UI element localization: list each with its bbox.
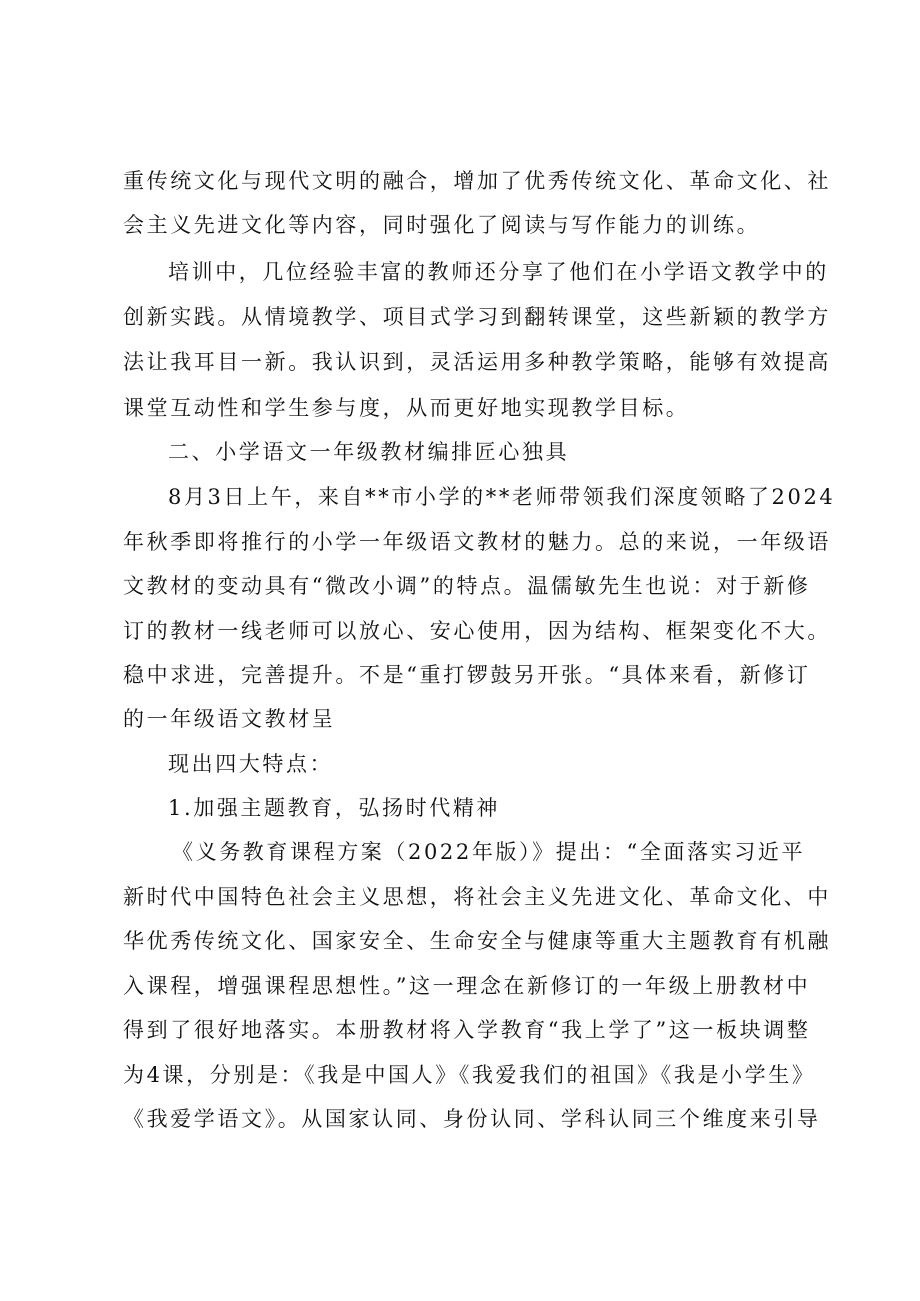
text-line-3: 培训中，几位经验丰富的教师还分享了他们在小学语文教学中的: [168, 260, 829, 284]
text-line-18: 华优秀传统文化、国家安全、生命安全与健康等重大主题教育有机融: [123, 929, 831, 953]
text-line-6: 课堂互动性和学生参与度，从而更好地实现教学目标。: [123, 396, 690, 420]
section-heading: 二、小学语文一年级教材编排匠心独具: [168, 440, 570, 464]
text-line-21: 为4课，分别是：《我是中国人》《我爱我们的祖国》《我是小学生》: [123, 1063, 816, 1087]
text-line-2: 会主义先进文化等内容，同时强化了阅读与写作能力的训练。: [123, 213, 761, 237]
text-line-14: 现出四大特点：: [168, 752, 334, 776]
text-line-20: 得到了很好地落实。本册教材将入学教育“我上学了”这一板块调整: [123, 1018, 811, 1042]
text-line-8: 8月3日上午，来自**市小学的**老师带领我们深度领略了2024: [168, 485, 836, 509]
text-line-16: 《义务教育课程方案（2022年版）》提出：“全面落实习近平: [172, 840, 806, 864]
text-line-12: 稳中求进，完善提升。不是“重打锣鼓另开张。“具体来看，新修订: [123, 663, 811, 687]
text-line-11: 订的教材一线老师可以放心、安心使用，因为结构、框架变化不大。: [123, 619, 831, 643]
text-line-5: 法让我耳目一新。我认识到，灵活运用多种教学策略，能够有效提高: [123, 350, 831, 374]
text-line-10: 文教材的变动具有“微改小调”的特点。温儒敏先生也说：对于新修: [123, 574, 811, 598]
text-line-4: 创新实践。从情境教学、项目式学习到翻转课堂，这些新颖的教学方: [123, 305, 831, 329]
text-line-22: 《我爱学语文》。从国家认同、身份认同、学科认同三个维度来引导: [123, 1107, 821, 1131]
text-line-1: 重传统文化与现代文明的融合，增加了优秀传统文化、革命文化、社: [123, 169, 831, 193]
text-line-17: 新时代中国特色社会主义思想，将社会主义先进文化、革命文化、中: [123, 885, 831, 909]
text-line-9: 年秋季即将推行的小学一年级语文教材的魅力。总的来说，一年级语: [123, 530, 831, 554]
text-line-13: 的一年级语文教材呈: [123, 707, 336, 731]
text-line-19: 入课程，增强课程思想性。”这一理念在新修订的一年级上册教材中: [123, 974, 811, 998]
subsection-heading: 1.加强主题教育，弘扬时代精神: [168, 796, 501, 820]
